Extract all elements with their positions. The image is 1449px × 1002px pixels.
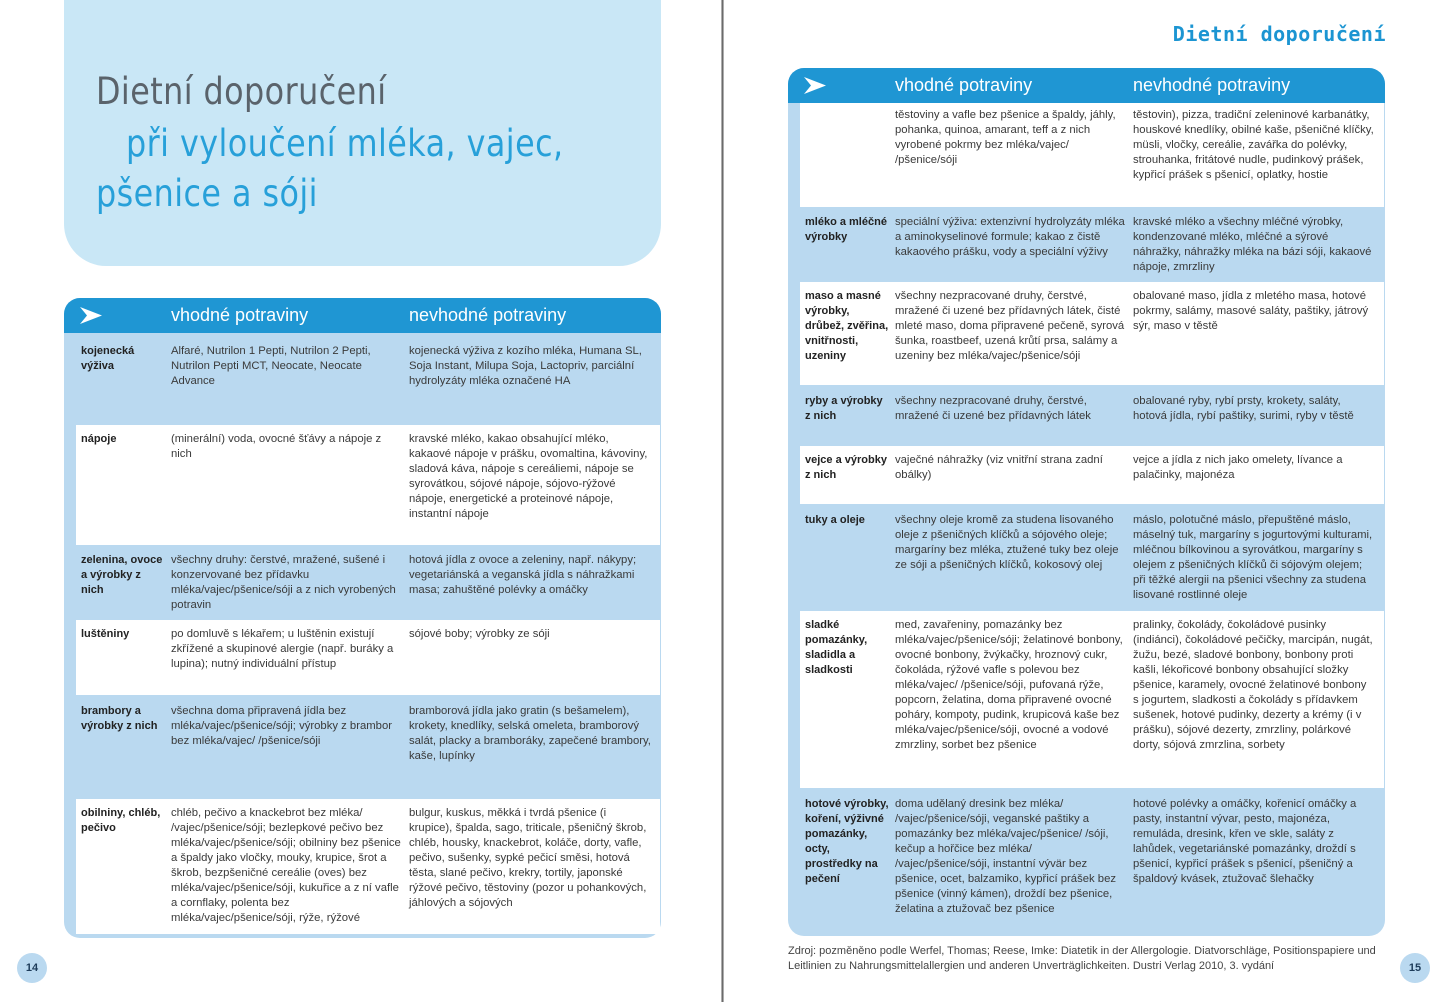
table-row: [76, 546, 660, 618]
row-bad-foods: máslo, polotučné máslo, přepuštěné máslo, máselný tuk, margaríny s jogurtovými kulturami, mléčnou bílkovinou a syrovátkou, margaríny s olejem z pšeničných klíčků či sójovým olejem; při těžké alergii na pšenici všechny za studena lisované rostlinné oleje: [1133, 514, 1373, 601]
row-bad-foods: těstovin), pizza, tradiční zeleninové karbanátky, houskové knedlíky, obilné kaše, pšeničné klíčky, müsli, vločky, cereálie, zavářka do polévky, strouhanka, fritátové nudle, pudinkový prášek, kypřicí prášek s pšenicí, oplatky, hostie: [1133, 109, 1374, 181]
page-number: 14: [17, 953, 47, 983]
row-category: zelenina, ovoce a výrobky z nich: [81, 554, 163, 596]
row-good-foods: doma udělaný dresink bez mléka/ /vajec/pšenice/sóji, veganské paštiky a pomazánky bez mléka/vajec/pšenice/ /sóji, kečup a hořčice bez mléka/ /vajec/pšenice/sóji, instantní vývär bez pšenice, ocet, balzamiko, kypřicí prášek bez pšenice (vinný kámen), droždí bez pšenice, želatina a ztužovač bez pšenice: [895, 798, 1117, 915]
row-bad-foods: pralinky, čokolády, čokoládové pusinky (indiánci), čokoládové pečičky, marcipán, nugát, žužu, bezé, sladové bonbony, bonbony proti kašli, lékořicové bonbony obsahující složky pšenice, karamely, ovocné želatinové bonbony s jogurtem, sladkosti a čokolády s přídavkem sušenek, hotové pudinky, dezerty a krémy (i v prášku), sójové dezerty, zmrzliny, polárkové dorty, sójová zmrzlina, sorbety: [1133, 619, 1373, 751]
row-bad-foods: hotová jídla z ovoce a zeleniny, např. nákypy; vegetariánská a veganská jídla s náhražkami masa; zahuštěné polévky a omáčky: [409, 554, 637, 596]
page-title-line-2: při vyloučení mléka, vajec,: [126, 122, 564, 165]
table-row: [800, 387, 1384, 444]
page-title-line-3: pšenice a sóji: [96, 172, 318, 215]
row-good-foods: všechny oleje kromě za studena lisovaného oleje z pšeničných klíčků a sójového oleje; margaríny bez mléka, ztužené tuky bez oleje ze sóji a pšeničných klíčků, kokosový olej: [895, 514, 1119, 571]
row-category: sladké pomazánky, sladidla a sladkosti: [805, 619, 868, 676]
table-row: [76, 425, 660, 545]
row-category: mléko a mléčné výrobky: [805, 216, 887, 243]
table-row: [800, 506, 1384, 609]
row-bad-foods: vejce a jídla z nich jako omelety, lívance a palačinky, majonéza: [1133, 454, 1343, 481]
left-page: [0, 0, 722, 1002]
row-good-foods: vaječné náhražky (viz vnitřní strana zadní obálky): [895, 454, 1103, 481]
row-good-foods: všechny nezpracované druhy, čerstvé, mražené či uzené bez přídavných látek, čisté mleté maso, doma připravené pečeně, syrová šunka, roastbeef, uzená krůtí prsa, salámy a uzeniny bez mléka/vajec/pšenice/sóji: [895, 290, 1125, 362]
row-bad-foods: bulgur, kuskus, měkká i tvrdá pšenice (i krupice), špalda, sago, triticale, pšeničný škrob, chléb, housky, knackebrot, koláče, dorty, vafle, pečivo, sušenky, sypké pečicí směsi, hotová těsta, slané pečivo, krekry, tortily, japonské rýžové pečivo, těstoviny (pozor u pohankových, jáhlových a sójových: [409, 807, 647, 909]
arrow-icon: [80, 307, 102, 324]
source-note: Zdroj: pozměněno podle Werfel, Thomas; Reese, Imke: Diatetik in der Allergologie. Diatvorschläge, Positionspapiere und Leitlinien zu Nahrungsmittelallergien und anderen Unverträglichkeiten. Dustri Verlag 2010, 3. vydání: [788, 945, 1376, 972]
table-row: [800, 611, 1384, 788]
page-number: 15: [1400, 953, 1430, 983]
table-row: [800, 790, 1384, 932]
row-category: luštěniny: [81, 628, 130, 640]
header-bad-foods: nevhodné potraviny: [409, 305, 567, 325]
row-bad-foods: bramborová jídla jako gratin (s bešamelem), krokety, knedlíky, selská omeleta, bramborový salát, placky a bramboráky, zapečené brambory, kaše, lupínky: [409, 705, 651, 762]
row-bad-foods: hotové polévky a omáčky, kořenicí omáčky a pasty, instantní vývar, pesto, majonéza, remuláda, dresink, křen ve skle, saláty z lahůdek, vegetariánské pomazánky, droždí s pšenicí, kypřicí prášek s pšenicí, pšeničný a špaldový kvásek, ztužovač šlehačky: [1133, 798, 1357, 885]
table-row: [76, 799, 660, 934]
row-good-foods: všechna doma připravená jídla bez mléka/vajec/pšenice/sóji; výrobky z brambor bez mléka/vajec/ /pšenice/sóji: [171, 705, 393, 747]
right-page: [724, 0, 1449, 1002]
row-bad-foods: kravské mléko a všechny mléčné výrobky, kondenzované mléko, mléčné a sýrové náhražky, náhražky mléka na bázi sóji, kakaové nápoje, zmrzliny: [1133, 216, 1372, 273]
table-header: [64, 298, 661, 333]
row-category: maso a masné výrobky, drůbež, zvěřina, vnitřnosti, uzeniny: [805, 290, 889, 362]
header-good-foods: vhodné potraviny: [171, 305, 309, 325]
diet-table-left: [64, 298, 661, 938]
table-row: [800, 103, 1384, 207]
row-good-foods: po domluvě s lékařem; u luštěnin existují zkřížené a skupinové alergie (např. buráky a lupina); nutný individuální přístup: [171, 628, 394, 670]
row-bad-foods: obalované maso, jídla z mletého masa, hotové pokrmy, salámy, masové saláty, paštiky, játrový sýr, maso v těstě: [1133, 290, 1369, 332]
table-header: [788, 68, 1385, 103]
page-title-line-1: Dietní doporučení: [96, 70, 387, 113]
row-good-foods: med, zavařeniny, pomazánky bez mléka/vajec/pšenice/sóji; želatinové bonbony, ovocné bonbony, žvýkačky, hroznový cukr, čokoláda, rýžové vafle s polevou bez mléka/vajec/ /pšenice/sóji, pufovaná rýže, popcorn, želatina, doma připravené ovocné poháry, kompoty, pudink, krupicová kaše bez mléka/vajec/pšenice/sóji, ovocné a vodové zmrzliny, sorbet bez pšenice: [895, 619, 1123, 751]
row-bad-foods: obalované ryby, rybí prsty, krokety, saláty, hotová jídla, rybí paštiky, surimi, ryby v těstě: [1133, 395, 1354, 422]
row-good-foods: chléb, pečivo a knackebrot bez mléka/ /vajec/pšenice/sóji; bezlepkové pečivo bez mléka/vajec/pšenice/sóji; obilniny bez pšenice a špaldy jako vločky, mouky, krupice, šrot a škrob, bezpšeničné cereálie (oves) bez mléka/vajec/pšenice/sóji, kukuřice a z ní vafle a cornflaky, polenta bez mléka/vajec/pšenice/sóji, rýže, rýžové: [171, 807, 401, 924]
row-category: tuky a oleje: [805, 514, 865, 526]
row-category: ryby a výrobky z nich: [805, 395, 883, 422]
table-row: [800, 208, 1384, 280]
row-category: vejce a výrobky z nich: [805, 454, 887, 481]
diet-table-right: [788, 68, 1385, 936]
row-bad-foods: kojenecká výživa z kozího mléka, Humana SL, Soja Instant, Milupa Soja, Lactopriv, parciální hydrolyzáty mléka označené HA: [409, 345, 642, 387]
table-row: [800, 282, 1384, 385]
row-bad-foods: sójové boby; výrobky ze sóji: [409, 628, 550, 640]
row-good-foods: speciální výživa: extenzivní hydrolyzáty mléka a aminokyselinové formule; kakao z čistě kakaového prášku, vody a speciální výživy: [895, 216, 1125, 258]
row-bad-foods: kravské mléko, kakao obsahující mléko, kakaové nápoje v prášku, ovomaltina, kávoviny, sladová káva, nápoje s cereáliemi, nápoje se syrovátkou, sójové nápoje, sójovo-rýžové nápoje, energetické a proteinové nápoje, instantní nápoje: [409, 433, 648, 520]
row-category: nápoje: [81, 433, 117, 445]
row-category: kojenecká výživa: [81, 345, 135, 372]
row-good-foods: všechny druhy: čerstvé, mražené, sušené i konzervované bez přídavku mléka/vajec/pšenice/sóji a z nich vyrobených potravin: [171, 554, 396, 611]
table-row: [800, 446, 1384, 504]
running-head: Dietní doporučení: [1172, 22, 1386, 46]
header-bad-foods: nevhodné potraviny: [1133, 75, 1291, 95]
row-good-foods: všechny nezpracované druhy, čerstvé, mražené či uzené bez přídavných látek: [895, 395, 1091, 422]
row-good-foods: Alfaré, Nutrilon 1 Pepti, Nutrilon 2 Pepti, Nutrilon Pepti MCT, Neocate, Neocate Advance: [171, 345, 371, 387]
row-good-foods: těstoviny a vafle bez pšenice a špaldy, jáhly, pohanka, quinoa, amarant, teff a z nich vyrobené pokrmy bez mléka/vajec/ /pšenice/sóji: [895, 109, 1116, 166]
table-row: [76, 620, 660, 695]
arrow-icon: [804, 77, 826, 94]
header-good-foods: vhodné potraviny: [895, 75, 1033, 95]
row-category: hotové výrobky, koření, výživné pomazánky, octy, prostředky na pečení: [805, 798, 889, 885]
table-row: [76, 337, 660, 420]
title-box: [64, 0, 661, 266]
row-category: obilniny, chléb, pečivo: [81, 807, 161, 834]
row-good-foods: (minerální) voda, ovocné šťávy a nápoje z nich: [171, 433, 382, 460]
row-category: brambory a výrobky z nich: [81, 705, 158, 732]
table-row: [76, 697, 660, 797]
